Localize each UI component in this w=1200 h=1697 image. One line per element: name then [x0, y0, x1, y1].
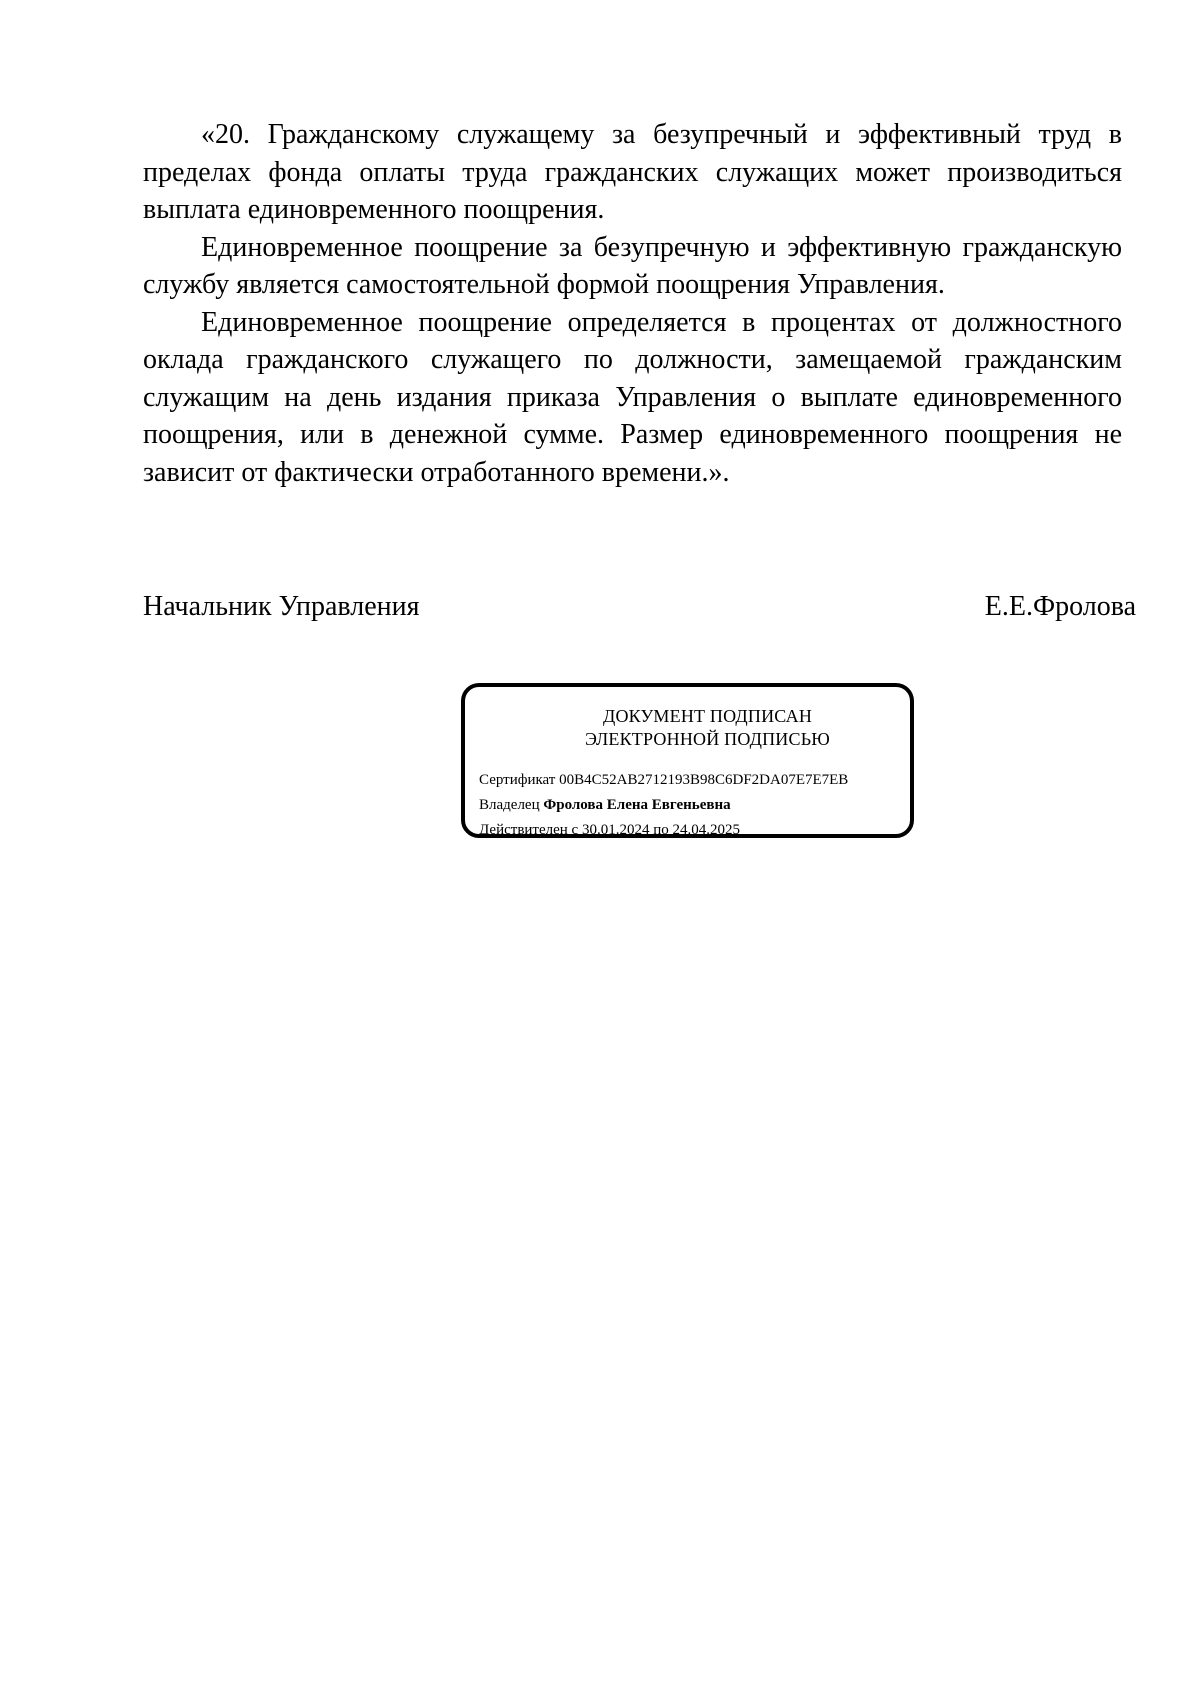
stamp-title-line: ДОКУМЕНТ ПОДПИСАН: [602, 706, 813, 726]
certificate-value: 00B4C52AB2712193B98C6DF2DA07E7E7EB: [559, 772, 849, 788]
stamp-certificate-row: [479, 768, 848, 793]
valid-label: Действителен с: [479, 822, 579, 838]
owner-label: Владелец: [479, 797, 540, 813]
electronic-signature-stamp: [461, 683, 914, 838]
stamp-title-line: ЭЛЕКТРОННОЙ ПОДПИСЬЮ: [585, 729, 830, 749]
stamp-details: [479, 768, 848, 843]
valid-to-label: по: [653, 822, 669, 838]
document-body: [143, 116, 1122, 491]
signatory-name: Е.Е.Фролова: [984, 591, 1136, 622]
certificate-label: Сертификат: [479, 772, 556, 788]
owner-value: Фролова Елена Евгеньевна: [543, 797, 731, 813]
valid-from: 30.01.2024: [581, 822, 650, 838]
paragraph: «20. Гражданскому служащему за безупречный и эффективный труд в пределах фонда оплаты труда гражданских служащих может производиться выплата единовременного поощрения.: [143, 119, 1122, 225]
paragraph: Единовременное поощрение за безупречную и эффективную гражданскую службу является самостоятельной формой поощрения Управления.: [143, 231, 1122, 300]
signatory-position: Начальник Управления: [143, 591, 420, 622]
valid-to: 24.04.2025: [672, 822, 740, 838]
stamp-validity-row: [479, 818, 848, 843]
paragraph: Единовременное поощрение определяется в процентах от должностного оклада гражданского служащего по должности, замещаемой гражданским служащим на день издания приказа Управления о выплате единовременного поощрения, или в денежной сумме. Размер единовременного поощрения не зависит от фактически отработанного времени.».: [143, 306, 1122, 488]
stamp-title: [465, 705, 910, 751]
signature-line: [143, 588, 1136, 625]
stamp-owner-row: [479, 793, 848, 818]
